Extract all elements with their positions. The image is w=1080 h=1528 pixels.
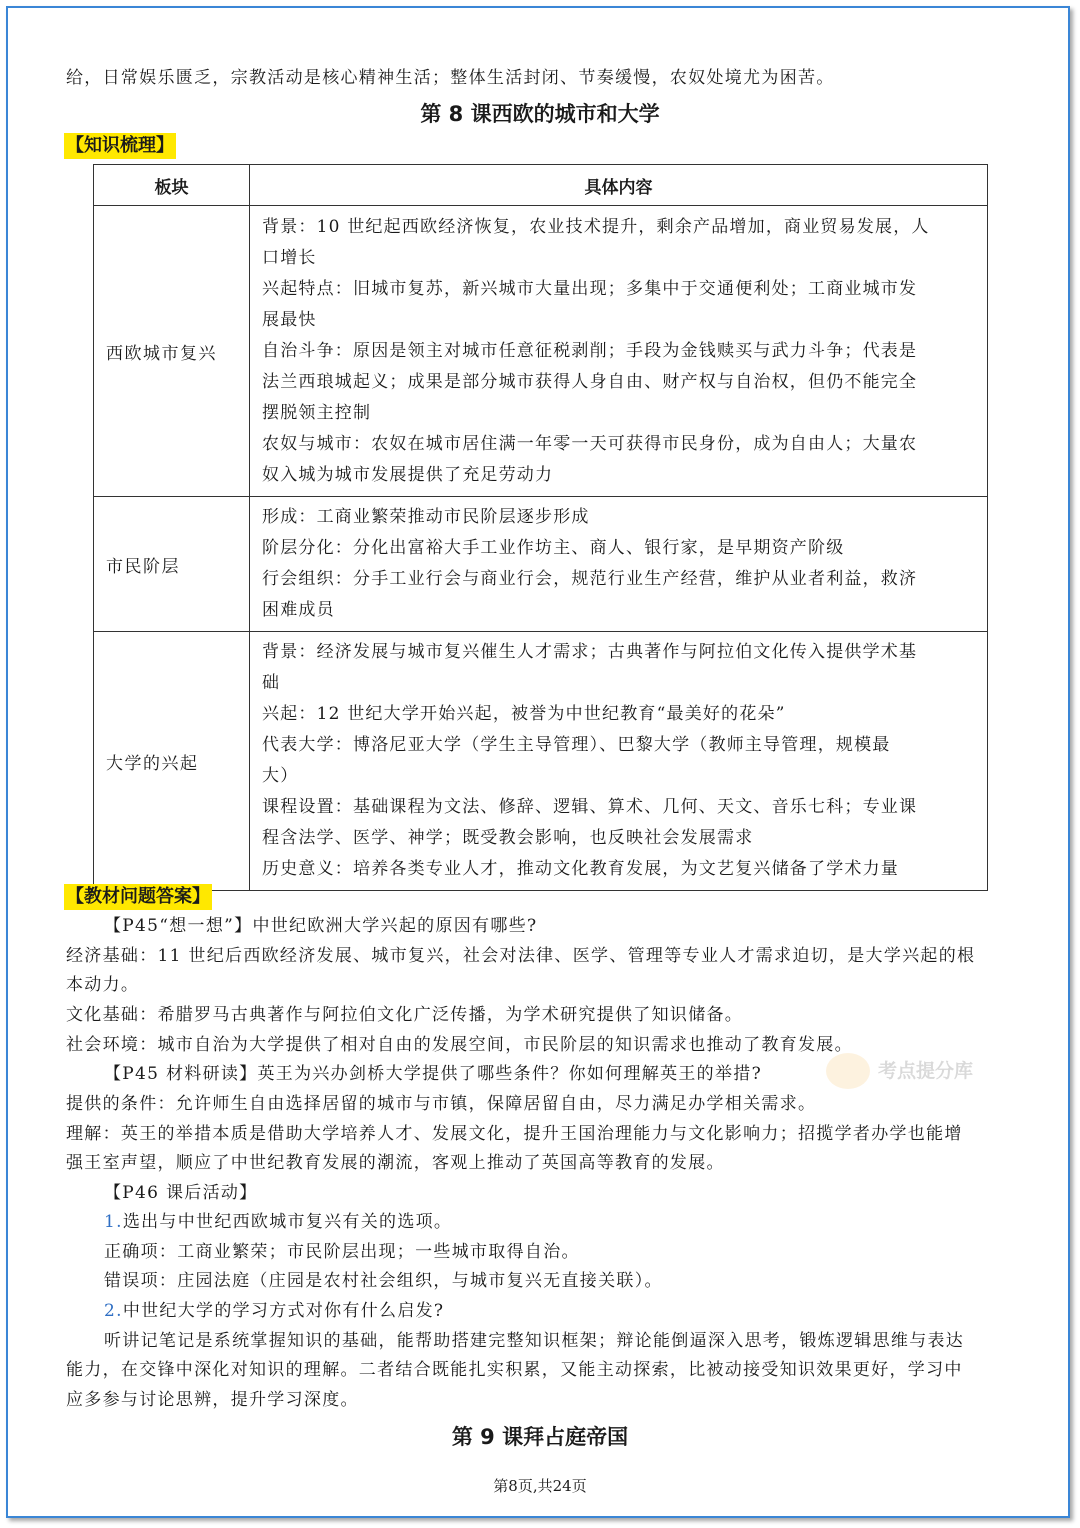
content-line: 阶层分化：分化出富裕大手工业作坊主、商人、银行家，是早期资产阶级: [262, 538, 845, 558]
lesson9-title: 第 9 课拜占庭帝国: [451, 1425, 629, 1449]
content-line: 农奴与城市：农奴在城市居住满一年零一天可获得市民身份，成为自由人；大量农: [262, 433, 918, 454]
table-row: [94, 632, 988, 891]
content-line: 课程设置：基础课程为文法、修辞、逻辑、算术、几何、天文、音乐七科；专业课: [262, 797, 918, 817]
watermark-logo: [818, 1046, 1008, 1096]
table-row: [94, 206, 988, 497]
content-line: 困难成员: [262, 600, 335, 620]
item-text: 中世纪大学的学习方式对你有什么启发?: [122, 1301, 445, 1321]
question-p45-material: 【P45 材料研读】英王为兴办剑桥大学提供了哪些条件？你如何理解英王的举措?: [104, 1064, 762, 1084]
content-line: 历史意义：培养各类专业人才，推动文化教育发展，为文艺复兴储备了学术力量: [262, 859, 899, 879]
answer-line: 理解：英王的举措本质是借助大学培养人才、发展文化，提升王国治理能力与文化影响力；招揽学者办学也能增: [66, 1124, 963, 1144]
question-p46-activity: 【P46 课后活动】: [104, 1183, 258, 1203]
content-line: 兴起：12 世纪大学开始兴起，被誉为中世纪教育“最美好的花朵”: [262, 704, 786, 724]
question-p45-think: 【P45“想一想”】中世纪欧洲大学兴起的原因有哪些?: [104, 916, 538, 936]
table-header-content: 具体内容: [250, 165, 988, 206]
item-number: 1.: [104, 1212, 123, 1232]
content-cell: [250, 206, 988, 497]
content-line: 形成：工商业繁荣推动市民阶层逐步形成: [262, 507, 590, 527]
content-line: 背景：10 世纪起西欧经济恢复，农业技术提升，剩余产品增加，商业贸易发展，人: [262, 216, 930, 237]
lesson8-title: 第 8 课西欧的城市和大学: [420, 102, 660, 126]
content-line: 展最快: [262, 309, 317, 330]
table-header-row: [94, 165, 988, 206]
top-line: 给，日常娱乐匮乏，宗教活动是核心精神生活；整体生活封闭、节奏缓慢，农奴处境尤为困苦。: [66, 68, 835, 88]
knowledge-tag: 【知识梳理】: [64, 133, 176, 159]
content-line: 摆脱领主控制: [262, 402, 372, 423]
table-row: [94, 497, 988, 632]
answer-line: 提供的条件：允许师生自由选择居留的城市与市镇，保障居留自由，尽力满足办学相关需求。: [66, 1094, 817, 1114]
section-cell: 西欧城市复兴: [94, 206, 250, 497]
activity-item: [104, 1299, 444, 1323]
page-footer: 第8页,共24页: [493, 1477, 587, 1495]
content-cell: [250, 632, 988, 891]
content-line: 兴起特点：旧城市复苏，新兴城市大量出现；多集中于交通便利处；工商业城市发: [262, 278, 918, 299]
knowledge-table: [93, 164, 988, 891]
section-cell: 市民阶层: [94, 497, 250, 632]
answer-line: 正确项：工商业繁荣；市民阶层出现；一些城市取得自治。: [104, 1242, 580, 1262]
content-line: 奴入城为城市发展提供了充足劳动力: [262, 464, 554, 485]
answer-line: 本动力。: [66, 975, 140, 995]
section-cell: 大学的兴起: [94, 632, 250, 891]
content-line: 法兰西琅城起义；成果是部分城市获得人身自由、财产权与自治权，但仍不能完全: [262, 371, 918, 392]
content-line: 行会组织：分手工业行会与商业行会，规范行业生产经营，维护从业者利益，救济: [262, 569, 918, 589]
content-line: 础: [262, 673, 281, 693]
content-line: 程含法学、医学、神学；既受教会影响，也反映社会发展需求: [262, 828, 754, 848]
answers-tag: 【教材问题答案】: [64, 884, 212, 910]
answer-line: 应多参与讨论思辨，提升学习深度。: [66, 1390, 359, 1410]
content-line: 自治斗争：原因是领主对城市任意征税剥削；手段为金钱赎买与武力斗争；代表是: [262, 340, 918, 361]
item-text: 选出与中世纪西欧城市复兴有关的选项。: [122, 1212, 453, 1232]
answer-line: 经济基础：11 世纪后西欧经济发展、城市复兴，社会对法律、医学、管理等专业人才需求迫切，是大学兴起的根: [66, 946, 976, 966]
answer-line: 听讲记笔记是系统掌握知识的基础，能帮助搭建完整知识框架；辩论能倒逼深入思考，锻炼逻辑思维与表达: [104, 1331, 965, 1351]
activity-item: [104, 1210, 452, 1234]
answer-line: 能力，在交锋中深化对知识的理解。二者结合既能扎实积累，又能主动探索，比被动接受知识效果更好，学习中: [66, 1360, 963, 1380]
answer-line: 强王室声望，顺应了中世纪教育发展的潮流，客观上推动了英国高等教育的发展。: [66, 1153, 725, 1173]
content-line: 代表大学：博洛尼亚大学（学生主导管理）、巴黎大学（教师主导管理，规模最: [262, 735, 891, 755]
content-line: 大）: [262, 766, 299, 786]
answer-line: 错误项：庄园法庭（庄园是农村社会组织，与城市复兴无直接关联）。: [104, 1271, 663, 1291]
content-line: 背景：经济发展与城市复兴催生人才需求；古典著作与阿拉伯文化传入提供学术基: [262, 642, 918, 662]
table-header-section: 板块: [94, 165, 250, 206]
watermark-text: 考点提分库: [878, 1060, 974, 1082]
content-line: 口增长: [262, 247, 317, 268]
answer-line: 社会环境：城市自治为大学提供了相对自由的发展空间，市民阶层的知识需求也推动了教育发展。: [66, 1035, 853, 1055]
content-cell: [250, 497, 988, 632]
answer-line: 文化基础：希腊罗马古典著作与阿拉伯文化广泛传播，为学术研究提供了知识储备。: [66, 1005, 744, 1025]
item-number: 2.: [104, 1301, 123, 1321]
